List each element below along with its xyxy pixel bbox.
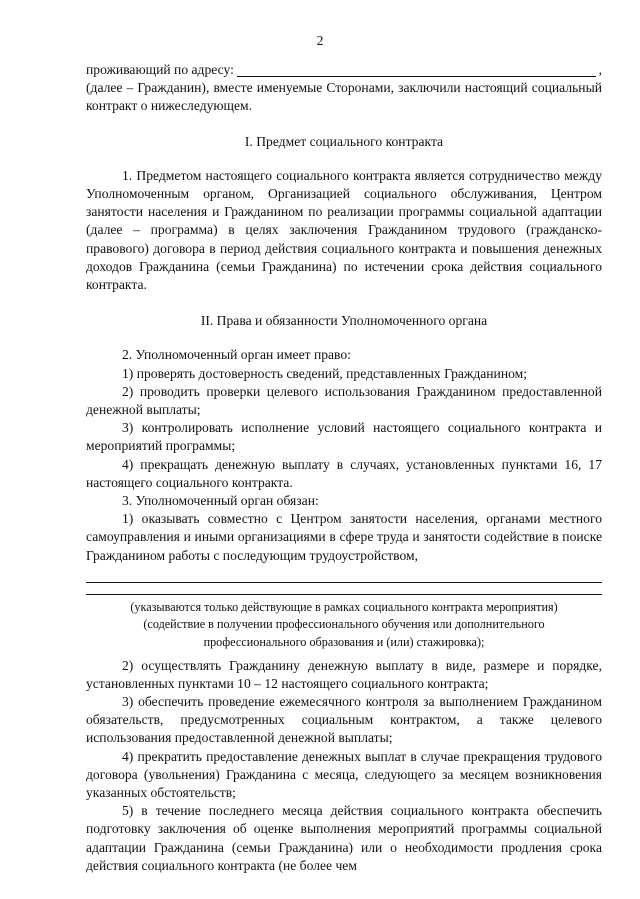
- section-2-heading: II. Права и обязанности Уполномоченного органа: [200, 313, 488, 329]
- clause-1: 1. Предметом настоящего социального контракта является сотрудничество между Уполномоченным органом, Организацией социального обслуживания, Центром занятости населения и Гражданином по реализации программы социальной адаптации (далее – программа) в целях заключения Гражданином трудового (гражданско-правового) договора в период действия социального контракта и повышения денежных доходов Гражданина (семьи Гражданина) по истечении срока действия социального контракта.: [86, 167, 602, 293]
- footnote-line: (указываются только действующие в рамках социального контракта мероприятия): [130, 599, 558, 614]
- address-label: проживающий по адресу:: [86, 62, 234, 77]
- footnote-block: [86, 599, 602, 652]
- clause-2-item-4: 4) прекращать денежную выплату в случаях, установленных пунктами 16, 17 настоящего социального контракта.: [86, 456, 602, 490]
- intro-paragraph: (далее – Гражданин), вместе именуемые Сторонами, заключили настоящий социальный контракт о нижеследующем.: [86, 80, 602, 114]
- clause-2-item-1: 1) проверять достоверность сведений, представленных Гражданином;: [122, 365, 528, 381]
- clause-2-item-3: 3) контролировать исполнение условий настоящего социального контракта и мероприятий программы;: [86, 420, 602, 454]
- clause-3-item-3: 3) обеспечить проведение ежемесячного контроля за выполнением Гражданином обязательств, предусмотренных социальным контрактом, а также целевого использования предоставленной денежной выплаты;: [86, 694, 602, 746]
- address-row: [86, 61, 602, 79]
- footnote-line: (содействие в получении профессионального обучения или дополнительного: [143, 617, 545, 632]
- clause-2: 2. Уполномоченный орган имеет право:: [122, 347, 351, 363]
- page-number: 2: [316, 33, 324, 48]
- document-body: [86, 61, 602, 875]
- fill-in-line-2: [86, 583, 602, 595]
- clause-3-item-2: 2) осуществлять Гражданину денежную выплату в виде, размере и порядке, установленных пунктами 10 – 12 настоящего социального контракта;: [86, 657, 602, 691]
- clause-3-item-5: 5) в течение последнего месяца действия социального контракта обеспечить подготовку заключения об оценке выполнения мероприятий программы социальной адаптации Гражданина (семьи Гражданина) или о необходимости продления срока действия социального контракта (не более чем: [86, 803, 602, 873]
- fill-in-line-1: [86, 565, 602, 583]
- address-comma: ,: [598, 62, 602, 77]
- address-blank-line: [237, 62, 596, 77]
- clause-3: 3. Уполномоченный орган обязан:: [122, 493, 319, 509]
- clause-3-item-1: 1) оказывать совместно с Центром занятости населения, органами местного самоуправления и иными организациями в сфере труда и занятости содействие в поиске Гражданином работы с последующим трудоустройством,: [86, 511, 602, 563]
- clause-3-item-4: 4) прекратить предоставление денежных выплат в случае прекращения трудового договора (увольнения) Гражданина с месяца, следующего за месяцем возникновения указанных обстоятельств;: [86, 748, 602, 801]
- footnote-line: профессионального образования и (или) стажировка);: [203, 635, 485, 650]
- section-1-heading: I. Предмет социального контракта: [244, 133, 444, 149]
- clause-2-item-2: 2) проводить проверки целевого использования Гражданином предоставленной денежной выплаты;: [86, 383, 602, 418]
